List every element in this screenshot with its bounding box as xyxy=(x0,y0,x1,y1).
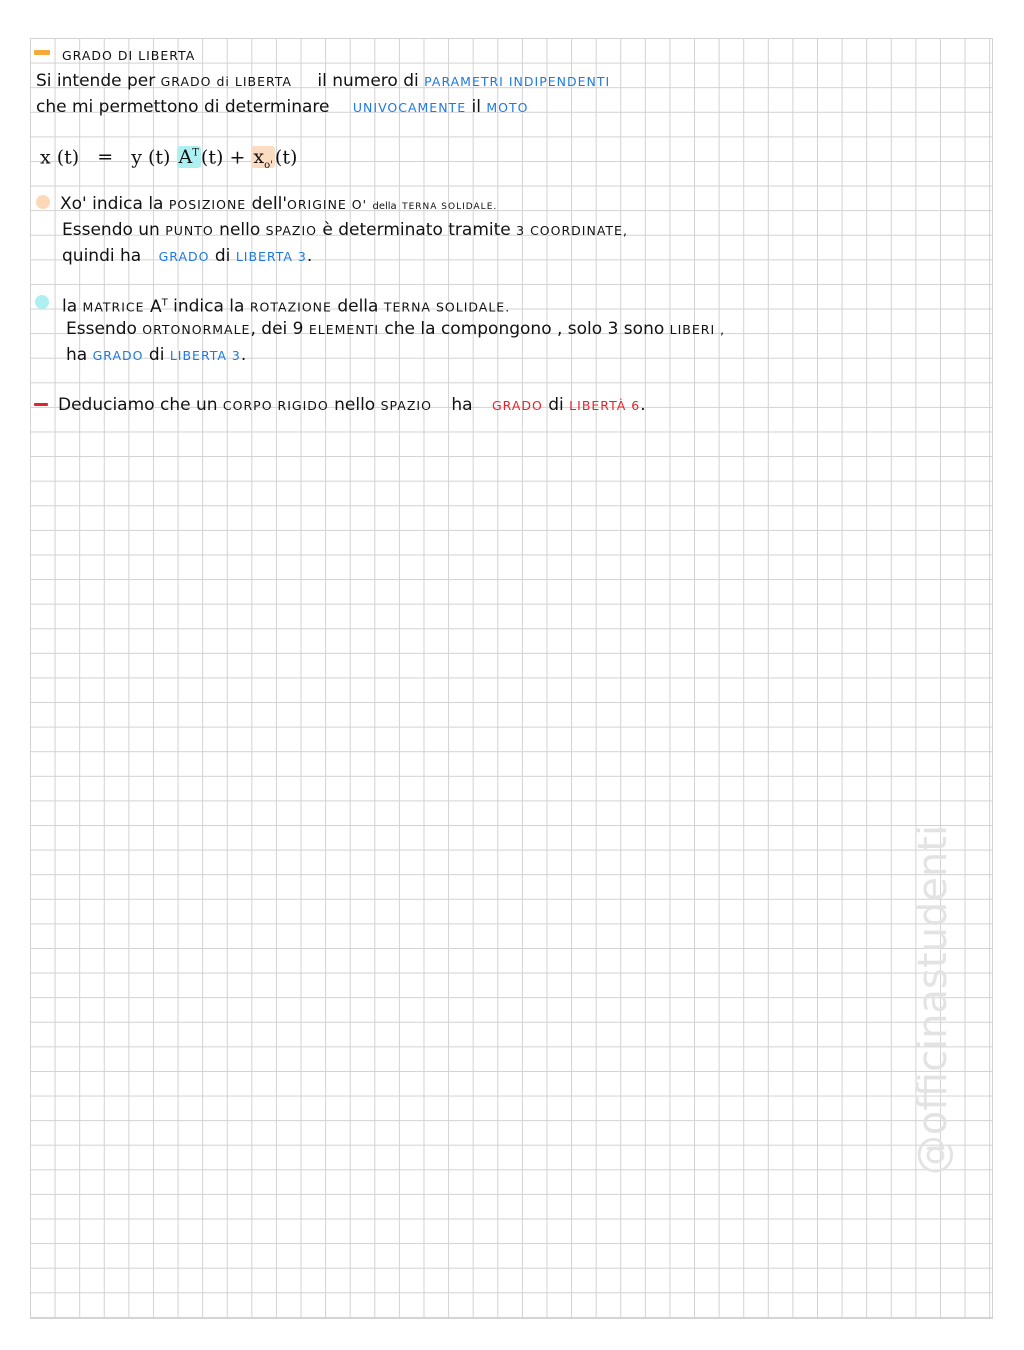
bullet2-text: ha xyxy=(66,345,88,365)
section-title: GRADO DI LIBERTA xyxy=(62,48,196,63)
origine-term: ORIGINE O' xyxy=(287,197,368,212)
liberta-term-red: LIBERTÀ 6 xyxy=(569,398,641,413)
matrix-symbol-inline xyxy=(150,297,168,317)
definition-line-1 xyxy=(36,70,610,93)
title-bullet-mark xyxy=(34,50,50,55)
origin-symbol: x xyxy=(253,146,265,169)
definition-text: che mi permettono di determinare xyxy=(36,97,330,117)
bullet2-text: che la compongono , solo 3 sono xyxy=(384,319,665,339)
bullet1-line-1 xyxy=(60,193,497,218)
bullet1-text: nello xyxy=(219,220,261,240)
bullet1-symbol: Xo' xyxy=(60,194,87,214)
bullet1-line-3 xyxy=(62,245,312,268)
definition-text: Si intende per xyxy=(36,71,156,91)
conclusion-dash-mark xyxy=(34,403,48,406)
equation-x-arg: (t) xyxy=(274,146,298,169)
bullet1-text: Essendo un xyxy=(62,220,160,240)
coordinate-term: 3 COORDINATE, xyxy=(516,223,628,238)
equation-rotation-matrix xyxy=(177,146,201,168)
bullet2-line-3 xyxy=(66,344,246,367)
matrix-symbol: A xyxy=(149,296,162,317)
elementi-term: ELEMENTI xyxy=(308,322,380,337)
terna-solidale-term: TERNA SOLIDALE. xyxy=(402,202,498,212)
bullet-dot-cyan xyxy=(35,295,49,309)
liberi-term: LIBERI , xyxy=(669,322,726,337)
conclusion-text: Deduciamo che un xyxy=(58,395,218,415)
equation-equals: = xyxy=(97,146,114,169)
spazio-term: SPAZIO xyxy=(265,223,317,238)
equation-y-term: y (t) xyxy=(131,146,171,169)
parametri-indipendenti: PARAMETRI INDIPENDENTI xyxy=(424,74,611,89)
conclusion-line xyxy=(58,394,646,417)
watermark: @officinastudenti xyxy=(910,824,956,1176)
definition-term: GRADO di LIBERTA xyxy=(160,74,292,89)
grado-term-red: GRADO xyxy=(491,398,543,413)
conclusion-text: nello xyxy=(334,395,376,415)
moto-term: MOTO xyxy=(486,100,529,115)
bullet2-line-2 xyxy=(66,318,725,341)
bullet2-text: della xyxy=(337,296,379,317)
univocamente-term: UNIVOCAMENTE xyxy=(352,100,467,115)
matrice-term: MATRICE xyxy=(82,299,145,315)
grado-term: GRADO xyxy=(92,348,144,363)
grado-term: GRADO xyxy=(158,249,210,264)
bullet2-line-1 xyxy=(62,292,510,319)
posizione-term: POSIZIONE xyxy=(168,197,247,212)
ortonormale-term: ORTONORMALE xyxy=(142,322,251,337)
bullet1-text: dell' xyxy=(251,194,287,214)
bullet2-text: Essendo xyxy=(66,319,137,339)
liberta-term: LIBERTA 3 xyxy=(235,249,307,264)
bullet1-text: è determinato tramite xyxy=(322,220,511,240)
bullet1-text: quindi ha xyxy=(62,246,142,266)
conclusion-text: ha xyxy=(451,395,473,415)
bullet1-text: indica la xyxy=(92,194,164,214)
punto-term: PUNTO xyxy=(165,223,214,238)
equation-a-arg: (t) xyxy=(200,146,224,169)
conclusion-text: di xyxy=(548,395,564,415)
equation-lhs: x (t) xyxy=(40,146,80,169)
definition-text: il xyxy=(471,97,481,117)
bullet2-period: . xyxy=(240,345,247,365)
rotazione-term: ROTAZIONE xyxy=(249,299,332,315)
origin-subscript: o' xyxy=(264,160,273,172)
definition-text: il numero di xyxy=(317,71,419,91)
bullet2-text: indica la xyxy=(173,296,245,317)
definition-line-2 xyxy=(36,96,528,119)
bullet2-text: , dei 9 xyxy=(250,319,304,339)
terna-solidale-term: TERNA SOLIDALE. xyxy=(383,299,511,315)
equation-origin-position xyxy=(251,146,275,172)
bullet2-text: la xyxy=(62,296,78,317)
matrix-symbol: A xyxy=(178,146,193,169)
matrix-transpose-sup: T xyxy=(161,297,168,308)
equation-plus: + xyxy=(229,146,246,169)
bullet1-text: della xyxy=(372,201,397,212)
bullet2-text: di xyxy=(148,345,165,365)
matrix-transpose-sup: T xyxy=(192,148,199,159)
spazio-term: SPAZIO xyxy=(380,398,432,413)
conclusion-period: . xyxy=(640,395,646,415)
corpo-rigido-term: CORPO RIGIDO xyxy=(222,398,329,413)
bullet1-period: . xyxy=(306,246,313,266)
bullet1-line-2 xyxy=(62,219,628,242)
bullet1-text: di xyxy=(214,246,231,266)
bullet-dot-peach xyxy=(36,195,50,209)
motion-equation xyxy=(40,143,297,177)
liberta-term: LIBERTA 3 xyxy=(169,348,241,363)
